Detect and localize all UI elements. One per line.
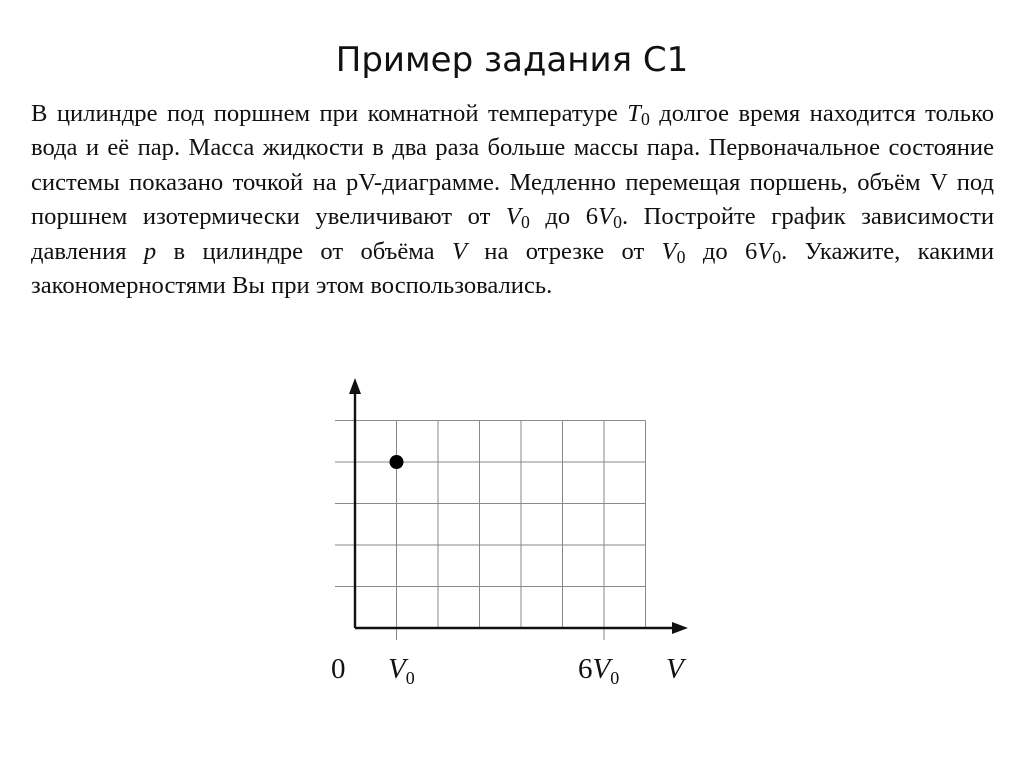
task-text-part: в цилиндре от объёма <box>156 237 452 265</box>
task-text-part: В цилиндре под поршнем при комнатной температуре <box>31 100 628 127</box>
initial-state-point <box>390 455 404 469</box>
temperature-subscript: 0 <box>640 108 650 129</box>
task-text-part: долгое время находится только вода и её пар. Масса жидкости в два раза больше массы пара. Первоначальное состояние системы показано точкой на pV-диаграмме. Медленно перемещая поршень, объём V под поршнем изотермически увеличивают от <box>31 100 994 231</box>
volume-symbol: V <box>661 237 677 265</box>
six-v0-label: $6V_0$ <box>578 653 620 688</box>
volume-symbol: V <box>598 203 614 231</box>
task-statement <box>31 97 994 303</box>
task-text-part: до 6 <box>529 203 599 231</box>
origin-label: 0 <box>331 653 346 685</box>
volume-subscript: 0 <box>676 246 686 267</box>
task-text-part: . Постройте график зависимости давления <box>31 203 994 265</box>
volume-symbol: V <box>451 237 467 265</box>
task-text-part: до 6 <box>685 237 758 265</box>
temperature-symbol: T <box>627 100 641 127</box>
volume-axis-label: V <box>666 653 684 685</box>
grid <box>335 421 646 641</box>
slide-title: Пример задания С1 <box>335 40 689 80</box>
pv-diagram <box>320 370 700 700</box>
pressure-axis-arrow-icon <box>349 378 361 394</box>
task-text-part: . Укажите, какими закономерностями Вы при этом воспользовались. <box>31 237 994 300</box>
volume-symbol: V <box>757 237 773 265</box>
axis-labels <box>331 653 687 688</box>
volume-subscript: 0 <box>613 212 622 233</box>
task-text-part: на отрезке от <box>466 237 662 265</box>
volume-axis-arrow-icon <box>672 622 688 634</box>
v0-label: $V_0$ <box>388 653 415 688</box>
axes <box>349 378 688 634</box>
volume-subscript: 0 <box>772 246 782 267</box>
volume-symbol: V <box>505 203 521 231</box>
volume-subscript: 0 <box>520 212 530 233</box>
pressure-symbol: p <box>143 237 157 265</box>
